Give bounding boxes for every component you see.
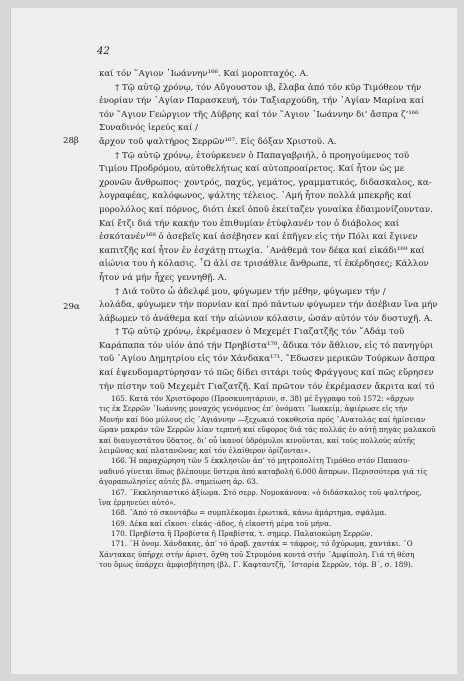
footnote-line: τις ἐκ Σερρῶν ᾿Ιωάννης μοναχός γενόμενος ἐπ’ ὀνόματι ᾿Ιωακείμ, ἀφιέρωσε εἰς τήν — [99, 404, 408, 414]
text-line: † Τῷ αὐτῷ χρόνῳ, ἐκρέμασεν ὁ Μεχεμέτ Γιαζατζῆς τόν ῎Αδάμ τοῦ — [115, 327, 405, 338]
text-line: λάβωμεν τό ἀνάθεμα καί τήν αἰώνιον κόλασιν, ὡσάν αὐτόν τόν δυστυχῆ. Α. — [99, 313, 433, 324]
text-line: ἐνορίαν τήν ῾Αγίαν Παρασκευή, τόν Ταξιαρχούδη, τήν ῾Αγίαν Μαρίνα καί — [99, 96, 425, 107]
footnote-line: καί διαυγεστάτου ὕδατος, δι’ οὗ ἱκανοί ὑδρόμυλοι κινοῦνται, καί τούς πολλούς αὐτῆς — [99, 435, 416, 445]
text-line: † Τῷ αὐτῷ χρόνῳ, ἐτούρκευεν ὁ Παπαγαβριήλ, ὁ προηγούμενος τοῦ — [115, 150, 410, 161]
footnotes — [99, 394, 449, 571]
footnote-line: 167. ᾿Εκκλησιαστικό ἀξίωμα. Στό σερρ. Νομοκάνονα: «ὁ διδάσκαλος τοῦ ψαλτήρος, — [111, 487, 422, 497]
text-line: Συναδινός ἱερεύς καί / — [99, 123, 199, 134]
margin-folio-28b: 28β — [63, 136, 79, 146]
text-line: τόν ῞Αγιον Γεώργιον τῆς Δύβρης καί τόν ῞Αγιον ᾿Ιωάννην δι’ ἄσπρα ζ’¹⁶⁶ — [99, 109, 419, 120]
footnote-line: ναδινό γίνεται ὅπως βλέπουμε ὕστερα ἀπό καταβολή 6.000 ἄσπρων. Περισσότερα γιά τίς — [99, 466, 428, 476]
text-line: ἄρχον τοῦ ψαλτήρος Σερρῶν¹⁶⁷. Εἰς δόξαν Χριστοῦ. Α. — [99, 136, 337, 147]
text-line: καί ἐψευδομαρτύρησαν τό πῶς δίδει σιτάρι τούς Φράγγους καί πῶς εὕρησεν — [99, 368, 434, 379]
text-line: καί τόν ῞Αγιον ᾿Ιωάννην¹⁶⁶. Καί μοροπταχός. Α. — [99, 69, 309, 79]
footnote-line: 165. Κατά τόν Χριστόφορο (Προσκυνητάριον, σ. 38) μέ ἔγγραφο τοῦ 1572: «ἄρχων — [111, 394, 414, 403]
margin-folio-29a: 29α — [63, 302, 80, 312]
footnote-line: 166. Ἡ παραχώρηση τῶν 5 ἐκκλησιῶν ἀπ’ τό μητροπολίτη Τιμόθεο στόν Παπασυ- — [111, 456, 410, 466]
footnote-line: 168. ᾿Από τό σκοντάβω = συμπλέκομαι ἐρωτικά, κάνω ἁμάρτημα, σφάλμα. — [111, 508, 387, 518]
text-line: Καί ἔτζι διά τήν κακήν του ἐπιθυμίαν ἐτύφλανέν τον ὁ διάβολος καί — [99, 218, 400, 229]
main-text — [99, 68, 449, 394]
text-line: μορολόλος καί πόρνος, διότι ἐκεῖ ὁποῦ ἐκείταζεν γυναίκα ἐδαιμονίζουνταν. — [99, 204, 433, 215]
text-line: † Διά τοῦτο ὦ ἀδελφέ μου, φύγωμεν τήν μέθην, φύγωμεν τήν / — [115, 286, 386, 297]
text-line: ἐσκότανέν¹⁶⁸ ὁ ἀσεβεῖς καί ἀσέβησεν καί ἐπῆγεν εἰς τήν Πόλι καί ἔγινεν — [99, 232, 418, 243]
footnote-line: 171. ῾Η ὀνομ. Χάνδακας, ἀπ’ τό ἀραβ. χαντάκ = τάφρος, τό ὄχύρωμα, χαντάκι. ᾿Ο — [111, 539, 413, 549]
text-line: αἰώνια του ἡ κόλασις. ῏Ω ἀλί σε τρισάθλιε ἄνθρωπε, τί ἐκέρδησες; Κάλλον — [99, 259, 429, 270]
text-line: λολάδα, φύγωμεν τήν πορνίαν καί πρό πάντων φύγωμεν τήν ἀσέβιαν ἵνα μήν — [99, 300, 438, 311]
text-line: Τιμίου Προδρόμου, αὐτοθελήτως καί αὐτοπροαίρετος. Καί ἦτον ὡς με — [99, 164, 405, 175]
footnote-line: ἵνα ἑρμηνεύει αὐτό». — [99, 497, 176, 507]
text-line: λογραφέας, καλόφωνος, ψάλτης τέλειος. ᾿Αμή ἦτον πολλά μπεκρῆς καί — [99, 191, 412, 202]
footnote-line: ὥραν μακράν τῶν Σερρῶν λίαν τερπνή καί εὔφορος διά τάς πολλάς ἐν αὐτῇ πηγάς μαλακοῦ — [99, 425, 436, 435]
text-line: ἦτον νά μήν ἦχες γεννηθῇ. Α. — [99, 272, 227, 283]
text-line: τήν πίστην τοῦ Μεχεμέτ Γιαζατζῆ. Καί πρῶτον τόν ἐκρέμασεν ἄκριτα καί τό — [99, 381, 435, 392]
text-line: χρονῶν ἄνθρωπος· χοντρός, παχύς, γεμάτος, γραμματικός, διδασκαλος, κα- — [99, 177, 432, 188]
footnote-line: λειμῶνας καί πλατανῶνας καί τόν ἐλαίθερον ὀρίζονται». — [99, 445, 311, 455]
text-line: καπιτζῆς καί ἦτον ἐν ἐσχάτῃ πτωχία. ᾿Ανάθεμά τον δέκα καί εἰκάδι¹⁶⁹ καί — [99, 245, 425, 256]
footnote-line: Χάντακας ὑπῆρχε στήν ἀριστ. ὄχθη τοῦ Στρυμόνα κοντά στήν ᾿Αμφίπολη. Γιά τή θέση — [99, 549, 415, 559]
footnote-line: του ὅμως ὑπάρχει ἀμφισβήτηση (βλ. Γ. Καφταντζῆ, ῾Ιστορία Σερρῶν, τόμ. Β΄, σ. 189). — [99, 560, 414, 570]
footnote-line: 169. Δέκα καί εἴκοσι· εἰκάς -άδος, ἡ εἰκοστή μέρα τοῦ μήνα. — [111, 518, 332, 528]
book-page — [10, 8, 457, 674]
footnote-line: ἀγοραπωλησίες αὐτές βλ. σημείωση ἀρ. 63. — [99, 477, 259, 487]
text-line: Καράπαπα τόν υἱόν ἀπό τήν Πρηβίστα¹⁷⁰, ἄδικα τόν ἄθλιον, εἰς τό πανηγύρι — [99, 340, 434, 351]
footnote-line: Μονήν καί δύο μύλους εἰς ᾿Αγιάννην —ξεχωκιό τοκοθεσία πρός ᾿Ανατολάς καί ἡμίσειαν — [99, 414, 426, 424]
page-number: 42 — [97, 46, 110, 57]
text-line: τοῦ ῾Αγίου Δημητρίου εἰς τόν Χάνδακα¹⁷¹. ῎Εδωσεν μερικῶν Τούρκων ἄσπρα — [99, 354, 436, 365]
text-line: † Τῷ αὐτῷ χρόνῳ, τόν Αὔγουστον ιβ, ἔλαβα ἀπό τόν κῦρ Τιμόθεον τήν — [115, 82, 422, 93]
footnote-line: 170. Πρηβίστα ἤ Προβίστα ἤ Πραβίστα, τ. σημερ. Παλαιοκώμη Σερρῶν. — [111, 529, 373, 539]
